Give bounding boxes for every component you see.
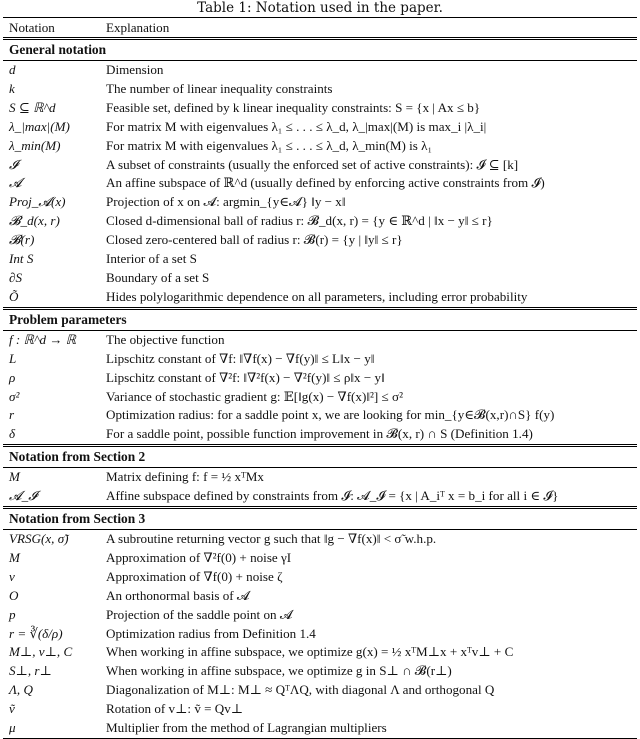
notation-explanation: Lipschitz constant of ∇f: ‖∇f(x) − ∇f(y)‖ ≤ L‖x − y‖	[106, 350, 375, 366]
table-row	[3, 250, 637, 269]
notation-symbol: f : ℝ^d → ℝ	[9, 331, 76, 347]
table-row	[3, 719, 637, 738]
table-row	[3, 350, 637, 369]
notation-explanation: Projection of the saddle point on 𝓐	[106, 606, 293, 622]
notation-symbol: Proj_𝓐(x)	[9, 194, 66, 210]
notation-explanation: Feasible set, defined by k linear inequality constraints: S = {x | Ax ≤ b}	[106, 99, 481, 115]
table-row	[3, 568, 637, 587]
table-row	[3, 549, 637, 568]
section-title: General notation	[3, 39, 637, 61]
notation-explanation: An affine subspace of ℝ^d (usually defined by enforcing active constraints from 𝓘)	[106, 175, 545, 191]
notation-explanation: Optimization radius from Definition 1.4	[106, 625, 316, 641]
notation-symbol: ρ	[9, 369, 16, 385]
table-header-row	[3, 18, 637, 39]
table-row	[3, 288, 637, 308]
notation-symbol: L	[9, 350, 17, 366]
notation-explanation: Rotation of v⊥: ṽ = Qv⊥	[106, 701, 244, 717]
notation-symbol: O	[9, 587, 19, 603]
notation-explanation: Lipschitz constant of ∇²f: ‖∇²f(x) − ∇²f(y)‖ ≤ ρ‖x − y‖	[106, 369, 385, 385]
table-row	[3, 587, 637, 606]
notation-symbol: S⊥, r⊥	[9, 663, 52, 679]
notation-symbol: 𝓑(r)	[9, 232, 35, 248]
notation-symbol: M⊥, v⊥, C	[9, 644, 73, 660]
notation-symbol: S ⊆ ℝ^d	[9, 99, 56, 115]
notation-symbol: r	[9, 407, 15, 423]
section-title: Notation from Section 3	[3, 508, 637, 530]
table-row	[3, 118, 637, 137]
table-row	[3, 61, 637, 80]
notation-explanation: A subset of constraints (usually the enforced set of active constraints): 𝓘 ⊆ [k]	[106, 156, 519, 172]
table-row	[3, 369, 637, 388]
table-row	[3, 625, 637, 644]
notation-table	[3, 17, 637, 739]
notation-explanation: Matrix defining f: f = ½ xᵀMx	[106, 469, 264, 485]
notation-explanation: Optimization radius: for a saddle point x, we are looking for min_{y∈𝓑(x,r)∩S} f(y)	[106, 407, 555, 423]
notation-explanation: When working in affine subspace, we optimize g(x) = ½ xᵀM⊥x + xᵀv⊥ + C	[106, 644, 514, 660]
notation-explanation: For a saddle point, possible function improvement in 𝓑(x, r) ∩ S (Definition 1.4)	[106, 426, 533, 442]
table-row	[3, 212, 637, 231]
table-row	[3, 80, 637, 99]
notation-explanation: The number of linear inequality constraints	[106, 80, 333, 96]
section-title: Problem parameters	[3, 308, 637, 330]
notation-explanation: Approximation of ∇²f(0) + noise γI	[106, 549, 292, 565]
notation-symbol: Õ	[9, 288, 19, 304]
notation-symbol: δ	[9, 426, 16, 442]
table-row	[3, 156, 637, 175]
section-header	[3, 308, 637, 330]
notation-explanation: When working in affine subspace, we optimize g in S⊥ ∩ 𝓑(r⊥)	[106, 663, 452, 679]
section-header	[3, 446, 637, 468]
notation-symbol: VRSG(x, σ̃)	[9, 531, 69, 547]
notation-symbol: 𝓐	[9, 175, 22, 191]
section-header	[3, 39, 637, 61]
table-row	[3, 606, 637, 625]
section-title: Notation from Section 2	[3, 446, 637, 468]
notation-explanation: A subroutine returning vector g such that ‖g − ∇f(x)‖ < σ̃ w.h.p.	[106, 531, 437, 547]
table-row	[3, 530, 637, 549]
notation-symbol: M	[9, 549, 20, 565]
table-row	[3, 468, 637, 487]
table-row	[3, 269, 637, 288]
notation-explanation: Dimension	[106, 62, 164, 77]
table-row	[3, 643, 637, 662]
notation-explanation: Interior of a set S	[106, 251, 197, 267]
table-body	[3, 39, 637, 739]
table-row	[3, 330, 637, 349]
notation-symbol: 𝓘	[9, 156, 18, 172]
table-row	[3, 425, 637, 445]
notation-explanation: For matrix M with eigenvalues λ₁ ≤ . . . ≤ λ_d, λ_|max|(M) is max_i |λ_i|	[106, 118, 487, 134]
notation-symbol: M	[9, 469, 20, 485]
notation-explanation: For matrix M with eigenvalues λ₁ ≤ . . . ≤ λ_d, λ_min(M) is λ₁	[106, 137, 433, 153]
header-notation: Notation	[3, 18, 100, 39]
notation-symbol: ∂S	[9, 269, 23, 285]
notation-explanation: Hides polylogarithmic dependence on all parameters, including error probability	[106, 288, 528, 304]
table-row	[3, 174, 637, 193]
notation-symbol: r = ∛(δ/ρ)	[9, 625, 63, 641]
table-row	[3, 700, 637, 719]
notation-explanation: Variance of stochastic gradient g: 𝔼[‖g(x) − ∇f(x)‖²] ≤ σ²	[106, 388, 403, 404]
header-explanation: Explanation	[100, 18, 637, 39]
notation-explanation: Closed zero-centered ball of radius r: 𝓑(r) = {y | ‖y‖ ≤ r}	[106, 232, 403, 248]
notation-symbol: 𝓑_d(x, r)	[9, 213, 60, 229]
table-row	[3, 231, 637, 250]
notation-explanation: Approximation of ∇f(0) + noise ζ	[106, 568, 283, 584]
table-row	[3, 137, 637, 156]
notation-explanation: The objective function	[106, 331, 225, 347]
notation-symbol: d	[9, 62, 16, 77]
notation-symbol: Int S	[9, 251, 34, 267]
table-caption: Table 1: Notation used in the paper.	[197, 0, 443, 16]
notation-symbol: 𝓐_𝓘	[9, 488, 38, 504]
section-header	[3, 508, 637, 530]
notation-explanation: Closed d-dimensional ball of radius r: 𝓑_d(x, r) = {y ∈ ℝ^d | ‖x − y‖ ≤ r}	[106, 213, 493, 229]
notation-symbol: p	[9, 606, 16, 622]
table-row	[3, 487, 637, 507]
notation-symbol: Λ, Q	[9, 682, 33, 698]
table-row	[3, 99, 637, 118]
table-row	[3, 193, 637, 212]
table-row	[3, 662, 637, 681]
notation-symbol: λ_min(M)	[9, 137, 61, 153]
notation-symbol: λ_|max|(M)	[9, 118, 70, 134]
table-row	[3, 406, 637, 425]
notation-explanation: Affine subspace defined by constraints from 𝓘: 𝓐_𝓘 = {x | A_iᵀ x = b_i for all i ∈ 𝓘}	[106, 488, 559, 504]
notation-symbol: σ²	[9, 388, 20, 404]
notation-explanation: Multiplier from the method of Lagrangian multipliers	[100, 719, 637, 738]
notation-explanation: Boundary of a set S	[106, 269, 210, 285]
notation-symbol: v	[9, 568, 15, 584]
notation-explanation: Projection of x on 𝓐: argmin_{y∈𝓐} ‖y − x‖	[106, 194, 346, 210]
notation-symbol: k	[9, 80, 15, 96]
notation-symbol: μ	[3, 719, 100, 738]
notation-explanation: An orthonormal basis of 𝓐	[106, 587, 250, 603]
notation-explanation: Diagonalization of M⊥: M⊥ ≈ QᵀΛQ, with diagonal Λ and orthogonal Q	[106, 682, 495, 698]
notation-symbol: ṽ	[9, 701, 15, 717]
table-row	[3, 681, 637, 700]
table-row	[3, 388, 637, 407]
